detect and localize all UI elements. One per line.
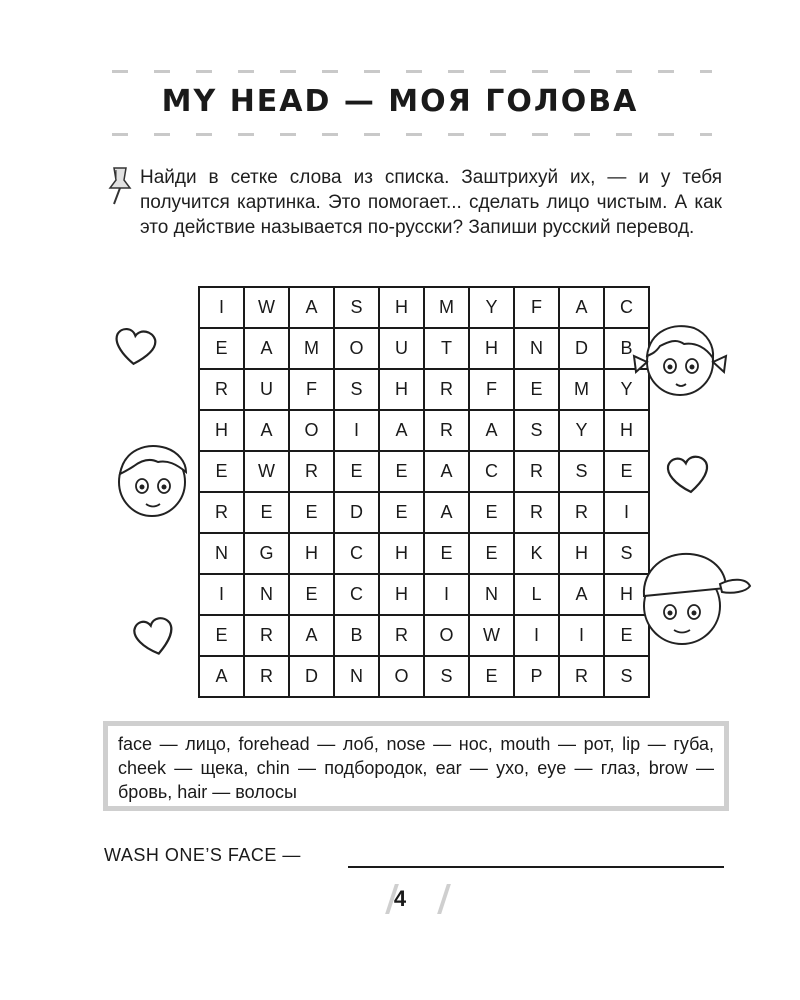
grid-cell[interactable]: I xyxy=(559,615,604,656)
grid-row xyxy=(199,615,649,656)
grid-cell[interactable]: H xyxy=(379,287,424,328)
grid-cell[interactable]: A xyxy=(289,287,334,328)
heart-icon xyxy=(664,452,714,496)
grid-cell[interactable]: E xyxy=(289,574,334,615)
grid-cell[interactable]: H xyxy=(469,328,514,369)
grid-cell[interactable]: R xyxy=(424,410,469,451)
grid-cell[interactable]: S xyxy=(604,533,649,574)
grid-cell[interactable]: U xyxy=(379,328,424,369)
grid-cell[interactable]: C xyxy=(469,451,514,492)
grid-cell[interactable]: N xyxy=(244,574,289,615)
grid-cell[interactable]: A xyxy=(469,410,514,451)
grid-row xyxy=(199,369,649,410)
grid-cell[interactable]: A xyxy=(559,574,604,615)
grid-cell[interactable]: R xyxy=(244,615,289,656)
boy-face-icon xyxy=(106,436,198,522)
grid-cell[interactable]: S xyxy=(334,287,379,328)
grid-cell[interactable]: R xyxy=(199,369,244,410)
girl-face-icon xyxy=(630,312,730,404)
grid-cell[interactable]: O xyxy=(334,328,379,369)
grid-row xyxy=(199,533,649,574)
page-number: 4 xyxy=(393,886,407,911)
grid-cell[interactable]: E xyxy=(199,328,244,369)
grid-cell[interactable]: A xyxy=(199,656,244,697)
grid-cell[interactable]: H xyxy=(559,533,604,574)
grid-cell[interactable]: R xyxy=(199,492,244,533)
grid-cell[interactable]: E xyxy=(199,451,244,492)
grid-cell[interactable]: S xyxy=(334,369,379,410)
grid-cell[interactable]: I xyxy=(334,410,379,451)
grid-cell[interactable]: R xyxy=(559,492,604,533)
grid-row xyxy=(199,574,649,615)
grid-cell[interactable]: K xyxy=(514,533,559,574)
grid-cell[interactable]: C xyxy=(334,533,379,574)
grid-cell[interactable]: R xyxy=(514,492,559,533)
grid-cell[interactable]: I xyxy=(514,615,559,656)
grid-cell[interactable]: S xyxy=(424,656,469,697)
grid-cell[interactable]: W xyxy=(244,287,289,328)
answer-field[interactable] xyxy=(348,866,724,868)
grid-cell[interactable]: R xyxy=(424,369,469,410)
grid-cell[interactable]: P xyxy=(514,656,559,697)
grid-cell[interactable]: E xyxy=(289,492,334,533)
grid-cell[interactable]: D xyxy=(289,656,334,697)
grid-cell[interactable]: U xyxy=(244,369,289,410)
grid-cell[interactable]: E xyxy=(424,533,469,574)
page-title: MY HEAD — МОЯ ГОЛОВА xyxy=(161,84,639,119)
grid-cell[interactable]: B xyxy=(334,615,379,656)
grid-cell[interactable]: R xyxy=(379,615,424,656)
grid-cell[interactable]: R xyxy=(514,451,559,492)
grid-cell[interactable]: W xyxy=(469,615,514,656)
grid-cell[interactable]: C xyxy=(604,287,649,328)
grid-row xyxy=(199,287,649,328)
grid-cell[interactable]: N xyxy=(514,328,559,369)
heart-icon xyxy=(132,614,178,658)
grid-cell[interactable]: N xyxy=(469,574,514,615)
grid-cell[interactable]: H xyxy=(379,533,424,574)
grid-cell[interactable]: M xyxy=(559,369,604,410)
grid-cell[interactable]: L xyxy=(514,574,559,615)
grid-cell[interactable]: O xyxy=(379,656,424,697)
bottom-dashed-rule xyxy=(112,133,712,136)
grid-cell[interactable]: C xyxy=(334,574,379,615)
grid-cell[interactable]: R xyxy=(559,656,604,697)
grid-row xyxy=(199,328,649,369)
grid-row xyxy=(199,492,649,533)
grid-row xyxy=(199,410,649,451)
grid-cell[interactable]: E xyxy=(244,492,289,533)
grid-cell[interactable]: I xyxy=(199,287,244,328)
grid-cell[interactable]: O xyxy=(424,615,469,656)
grid-cell[interactable]: S xyxy=(514,410,559,451)
grid-cell[interactable]: E xyxy=(514,369,559,410)
grid-cell[interactable]: A xyxy=(559,287,604,328)
grid-cell[interactable]: N xyxy=(334,656,379,697)
grid-row xyxy=(199,656,649,697)
grid-cell[interactable]: H xyxy=(199,410,244,451)
grid-cell[interactable]: E xyxy=(199,615,244,656)
grid-cell[interactable]: M xyxy=(289,328,334,369)
grid-cell[interactable]: F xyxy=(469,369,514,410)
grid-row xyxy=(199,451,649,492)
word-list-box: face — лицо, forehead — лоб, nose — нос, mouth — рот, lip — губа, cheek — щека, chin — подбородок, ear — ухо, eye — глаз, brow — бровь, hair — волосы xyxy=(103,721,729,811)
grid-cell[interactable]: E xyxy=(469,533,514,574)
grid-cell[interactable]: A xyxy=(289,615,334,656)
grid-cell[interactable]: A xyxy=(424,492,469,533)
instruction-text: Найди в сетке слова из списка. Заштрихуй их, — и у тебя получится картинка. Это помогает... сделать лицо чистым. А как это действие называется по-русски? Запиши русский перевод. xyxy=(140,167,722,238)
grid-cell[interactable]: H xyxy=(289,533,334,574)
grid-cell[interactable]: A xyxy=(244,410,289,451)
grid-cell[interactable]: H xyxy=(604,410,649,451)
grid-cell[interactable]: E xyxy=(469,656,514,697)
grid-cell[interactable]: G xyxy=(244,533,289,574)
grid-cell[interactable]: E xyxy=(604,615,649,656)
grid-cell[interactable]: I xyxy=(199,574,244,615)
grid-cell[interactable]: D xyxy=(334,492,379,533)
grid-cell[interactable]: H xyxy=(604,574,649,615)
grid-cell[interactable]: R xyxy=(289,451,334,492)
answer-label: WASH ONE’S FACE — xyxy=(104,845,301,865)
grid-cell[interactable]: I xyxy=(604,492,649,533)
grid-cell[interactable]: S xyxy=(559,451,604,492)
grid-cell[interactable]: E xyxy=(379,451,424,492)
grid-cell[interactable]: A xyxy=(244,328,289,369)
grid-cell[interactable]: E xyxy=(334,451,379,492)
grid-cell[interactable]: M xyxy=(424,287,469,328)
grid-cell[interactable]: I xyxy=(424,574,469,615)
grid-cell[interactable]: R xyxy=(244,656,289,697)
grid-cell[interactable]: A xyxy=(424,451,469,492)
grid-cell[interactable]: T xyxy=(424,328,469,369)
grid-cell[interactable]: E xyxy=(379,492,424,533)
heart-icon xyxy=(112,326,160,368)
grid-cell[interactable]: N xyxy=(199,533,244,574)
grid-cell[interactable]: E xyxy=(469,492,514,533)
grid-cell[interactable]: H xyxy=(379,369,424,410)
word-search-grid xyxy=(198,286,650,698)
pin-icon xyxy=(104,164,134,208)
top-dashed-rule xyxy=(112,70,712,73)
boy-cap-face-icon xyxy=(628,540,752,652)
grid-cell[interactable]: F xyxy=(514,287,559,328)
grid-cell[interactable]: Y xyxy=(604,369,649,410)
grid-cell[interactable]: S xyxy=(604,656,649,697)
grid-cell[interactable]: Y xyxy=(559,410,604,451)
grid-cell[interactable]: O xyxy=(289,410,334,451)
grid-cell[interactable]: E xyxy=(604,451,649,492)
grid-cell[interactable]: F xyxy=(289,369,334,410)
grid-cell[interactable]: B xyxy=(604,328,649,369)
grid-cell[interactable]: H xyxy=(379,574,424,615)
grid-cell[interactable]: W xyxy=(244,451,289,492)
grid-cell[interactable]: Y xyxy=(469,287,514,328)
grid-cell[interactable]: A xyxy=(379,410,424,451)
grid-cell[interactable]: D xyxy=(559,328,604,369)
